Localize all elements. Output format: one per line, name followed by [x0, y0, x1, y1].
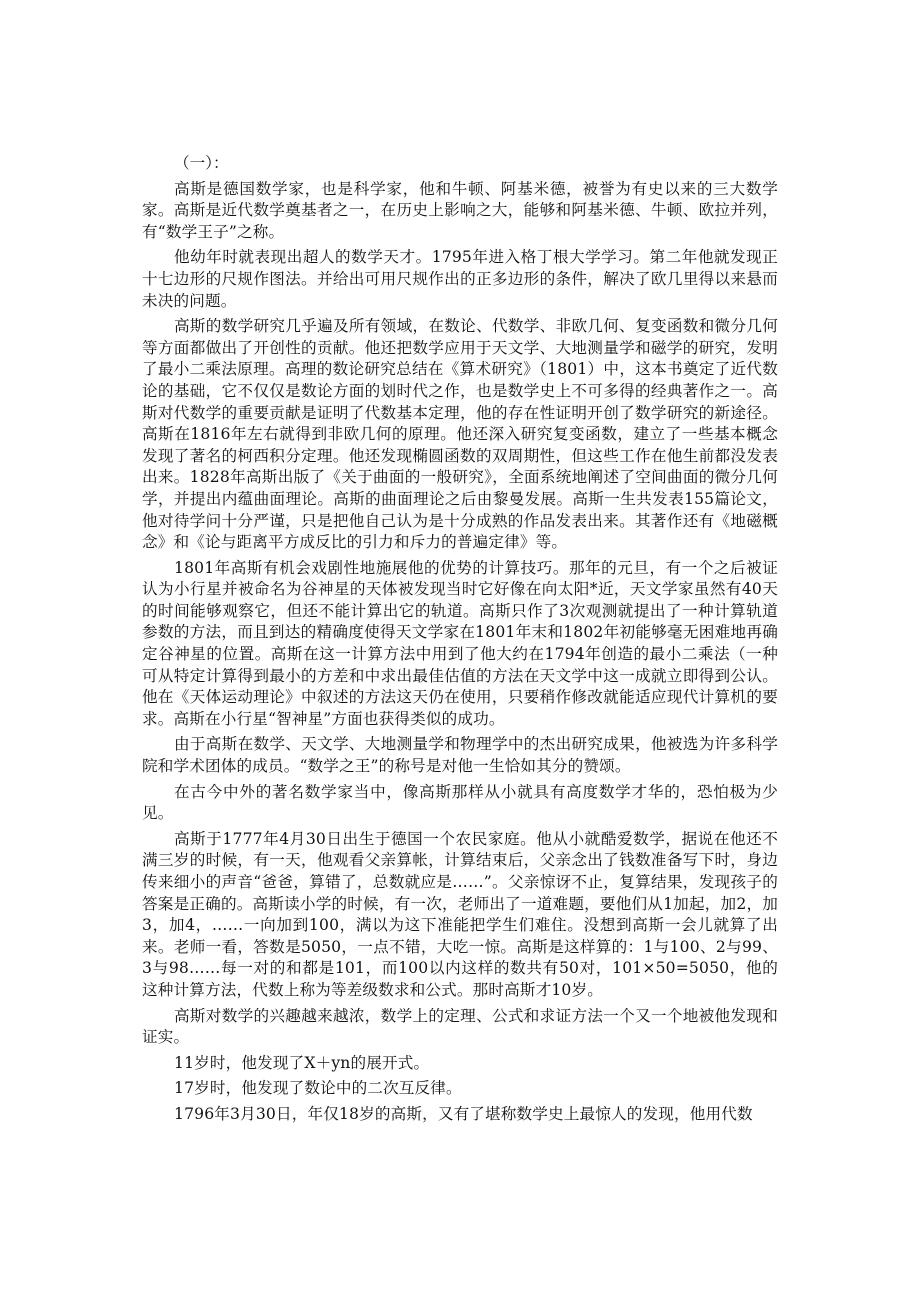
paragraph-honors: 由于高斯在数学、天文学、大地测量学和物理学中的杰出研究成果，他被选为许多科学院和学术团体的成员。“数学之王”的称号是对他一生恰如其分的赞颂。 [142, 735, 778, 776]
document-page [142, 153, 778, 1130]
paragraph-ceres-orbit: 1801年高斯有机会戏剧性地施展他的优势的计算技巧。那年的元旦，有一个之后被证认为小行星并被命名为谷神星的天体被发现当时它好像在向太阳*近，天文学家虽然有40天的时间能够观察它，但还不能计算出它的轨道。高斯只作了3次观测就提出了一种计算轨道参数的方法，而且到达的精确度使得天文学家在1801年末和1802年初能够毫无困难地再确定谷神星的位置。高斯在这一计算方法中用到了他大约在1794年创造的最小二乘法（一种可从特定计算得到最小的方差和中求出最佳估值的方法在天文学中这一成就立即得到公认。他在《天体运动理论》中叙述的方法这天仍在使用，只要稍作修改就能适应现代计算机的要求。高斯在小行星“智神星”方面也获得类似的成功。 [142, 558, 778, 728]
paragraph-childhood-talent: 他幼年时就表现出超人的数学天才。1795年进入格丁根大学学习。第二年他就发现正十七边形的尺规作图法。并给出可用尺规作出的正多边形的条件，解决了欧几里得以来悬而未决的问题。 [142, 248, 778, 310]
paragraph-early-life: 高斯于1777年4月30日出生于德国一个农民家庭。他从小就酷爱数学，据说在他还不满三岁的时候，有一天，他观看父亲算帐，计算结束后，父亲念出了钱数准备写下时，身边传来细小的声音“爸爸，算错了，总数就应是……”。父亲惊讶不止，复算结果，发现孩子的答案是正确的。高斯读小学的时候，有一次，老师出了一道难题，要他们从1加起，加2，加3，加4，……一向加到100，满以为这下准能把学生们难住。没想到高斯一会儿就算了出来。老师一看，答数是5050，一点不错，大吃一惊。高斯是这样算的：1与100、2与99、3与98……每一对的和都是101，而100以内这样的数共有50对，101×50=5050，他的这种计算方法，代数上称为等差级数求和公式。那时高斯才10岁。 [142, 829, 778, 999]
paragraph-interest: 高斯对数学的兴趣越来越浓，数学上的定理、公式和求证方法一个又一个地被他发现和证实。 [142, 1006, 778, 1047]
section-heading: （一）： [174, 154, 229, 172]
paragraph-intro: 高斯是德国数学家，也是科学家，他和牛顿、阿基米德，被誉为有史以来的三大数学家。高斯是近代数学奠基者之一，在历史上影响之大，能够和阿基米德、牛顿、欧拉并列，有“数学王子”之称。 [142, 179, 778, 241]
paragraph-age-17: 17岁时，他发现了数论中的二次互反律。 [174, 1079, 462, 1098]
paragraph-rare-talent: 在古今中外的著名数学家当中，像高斯那样从小就具有高度数学才华的，恐怕极为少见。 [142, 782, 778, 823]
paragraph-age-11: 11岁时，他发现了X＋yn的展开式。 [174, 1053, 430, 1072]
paragraph-research-fields: 高斯的数学研究几乎遍及所有领域，在数论、代数学、非欧几何、复变函数和微分几何等方面都做出了开创性的贡献。他还把数学应用于天文学、大地测量学和磁学的研究，发明了最小二乘法原理。高理的数论研究总结在《算术研究》（1801）中，这本书奠定了近代数论的基础，它不仅仅是数论方面的划时代之作，也是数学史上不可多得的经典著作之一。高斯对代数学的重要贡献是证明了代数基本定理，他的存在性证明开创了数学研究的新途径。高斯在1816年左右就得到非欧几何的原理。他还深入研究复变函数，建立了一些基本概念发现了著名的柯西积分定理。他还发现椭圆函数的双周期性，但这些工作在他生前都没发表出来。1828年高斯出版了《关于曲面的一般研究》，全面系统地阐述了空间曲面的微分几何学，并提出内蕴曲面理论。高斯的曲面理论之后由黎曼发展。高斯一生共发表155篇论文，他对待学问十分严谨，只是把他自己认为是十分成熟的作品发表出来。其著作还有《地磁概念》和《论与距离平方成反比的引力和斥力的普遍定律》等。 [142, 317, 778, 552]
paragraph-1796: 1796年3月30日，年仅18岁的高斯，又有了堪称数学史上最惊人的发现，他用代数 [174, 1104, 753, 1123]
